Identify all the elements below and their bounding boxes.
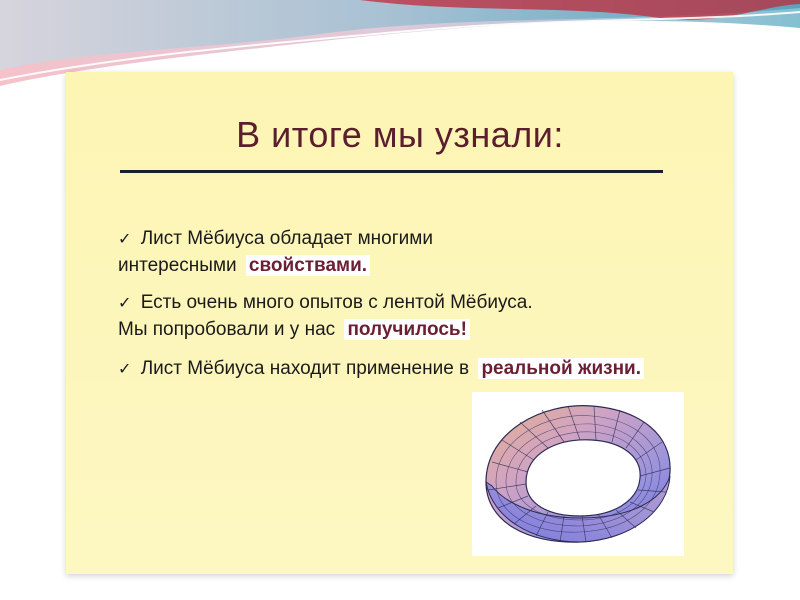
- bullet-highlight: реальной жизни.: [478, 358, 644, 379]
- bullet-item-1: [118, 226, 433, 279]
- bullet-line: [118, 253, 433, 279]
- bullet-highlight: получилось!: [344, 319, 469, 340]
- mobius-strip-icon: [472, 392, 684, 556]
- bullet-highlight: свойствами.: [246, 255, 370, 276]
- bullet-text: Лист Мёбиуса обладает многими: [140, 228, 433, 249]
- bullet-text: Мы попробовали и у нас: [118, 319, 336, 340]
- bullet-text: Лист Мёбиуса находит применение в: [140, 358, 470, 379]
- bullet-line: [118, 226, 433, 253]
- bullet-text: интересными: [118, 255, 237, 276]
- check-icon: ✓: [118, 295, 132, 312]
- check-icon: ✓: [118, 231, 132, 248]
- bullet-item-2: [118, 290, 533, 343]
- bullet-text: Есть очень много опытов с лентой Мёбиуса.: [140, 292, 533, 313]
- bullet-item-3: [118, 356, 644, 383]
- bullet-line: [118, 317, 533, 343]
- title-divider: [120, 170, 663, 173]
- bullet-line: [118, 290, 533, 317]
- slide-title: В итоге мы узнали:: [236, 114, 564, 155]
- check-icon: ✓: [118, 361, 132, 378]
- bullet-line: [118, 356, 644, 383]
